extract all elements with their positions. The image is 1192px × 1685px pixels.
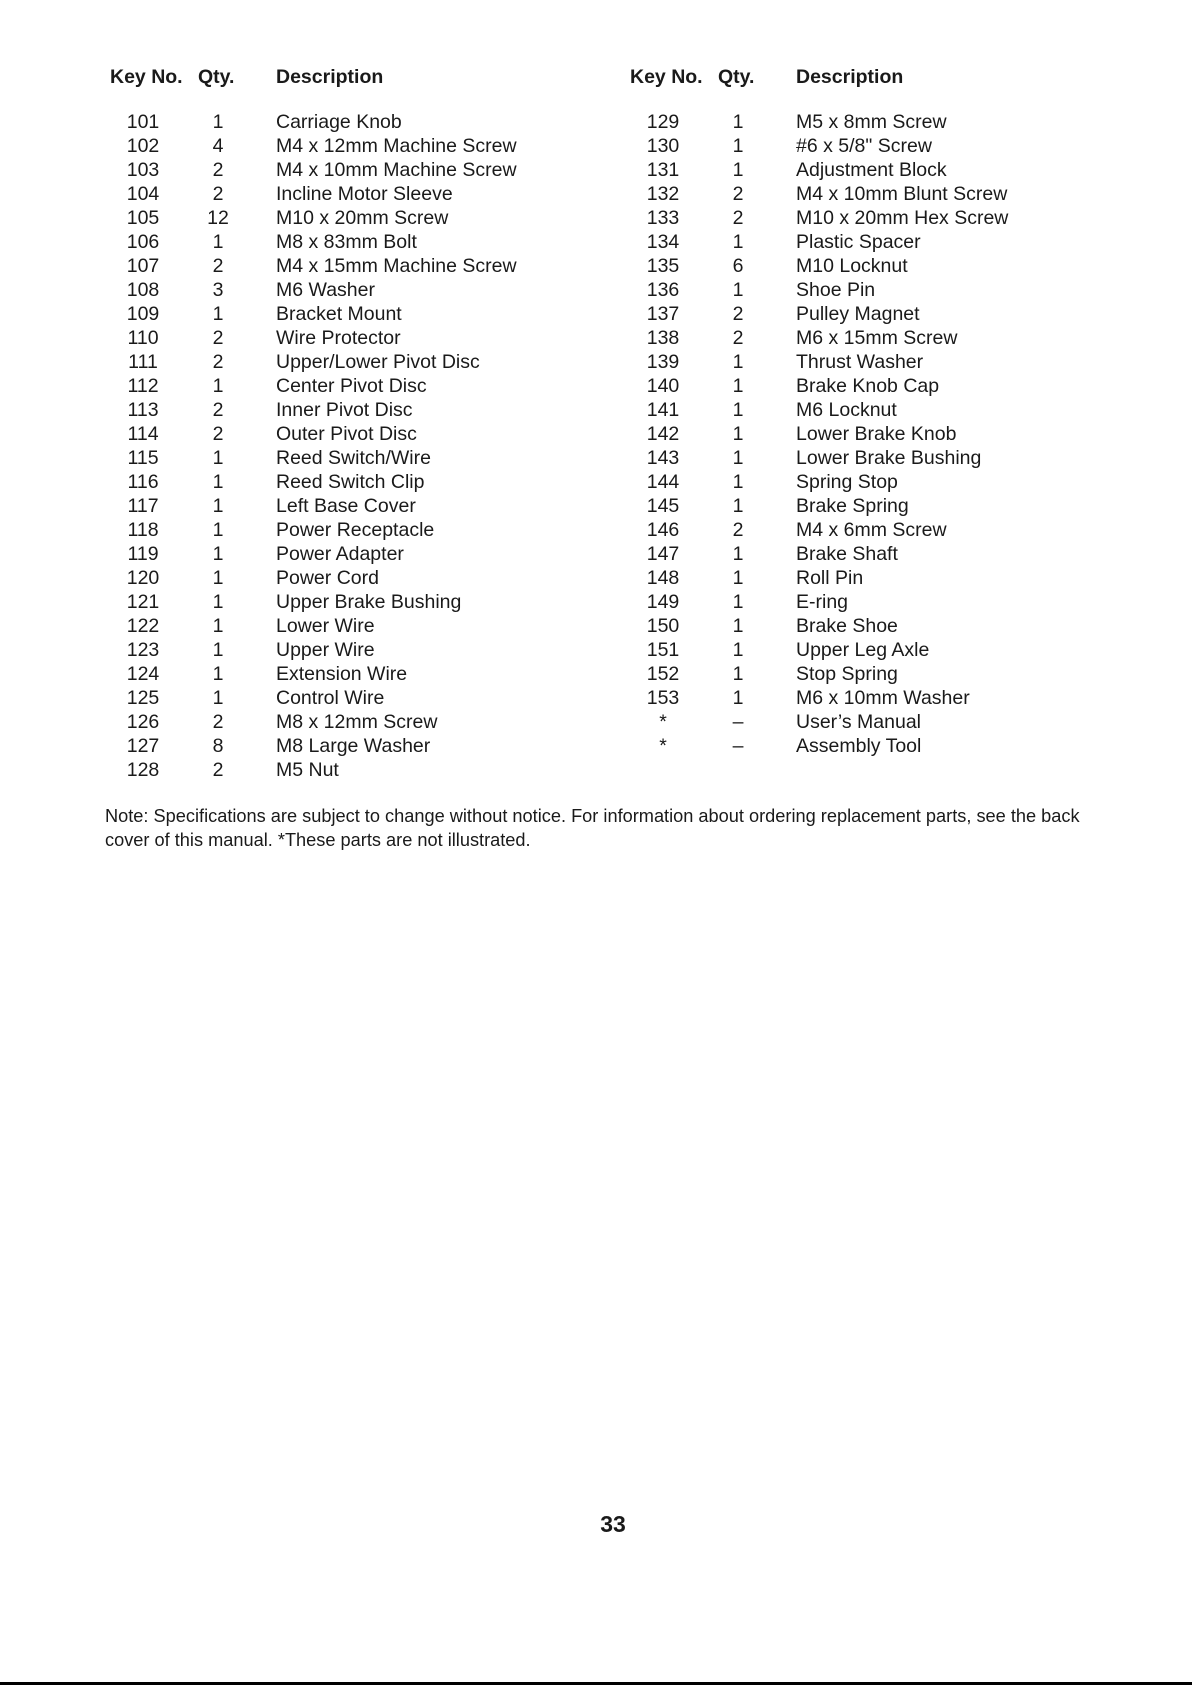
- part-description: M6 x 10mm Washer: [796, 687, 970, 709]
- table-row: [628, 710, 1148, 734]
- header-qty: Qty.: [198, 66, 235, 88]
- table-row: [108, 326, 628, 350]
- part-quantity: 8: [212, 735, 224, 757]
- part-key-number: 106: [126, 231, 160, 253]
- table-row: [628, 542, 1148, 566]
- part-description: Upper Brake Bushing: [276, 591, 462, 613]
- page-number: 33: [600, 1511, 626, 1537]
- part-description: M4 x 15mm Machine Screw: [276, 255, 517, 277]
- table-row: [108, 614, 628, 638]
- parts-table-right: [628, 66, 1148, 757]
- parts-table-left: [108, 66, 628, 781]
- part-key-number: 127: [126, 735, 160, 757]
- part-key-number: 135: [646, 255, 680, 277]
- part-key-number: 125: [126, 687, 160, 709]
- part-quantity: 2: [212, 327, 224, 349]
- part-quantity: 1: [212, 591, 224, 613]
- table-row: [628, 206, 1148, 230]
- table-row: [628, 350, 1148, 374]
- table-row: [628, 134, 1148, 158]
- part-description: Brake Knob Cap: [796, 375, 940, 397]
- part-quantity: 1: [212, 303, 224, 325]
- header-qty: Qty.: [718, 66, 755, 88]
- part-quantity: 1: [732, 351, 744, 373]
- table-row: [108, 374, 628, 398]
- table-row: [108, 542, 628, 566]
- part-description: Power Adapter: [276, 543, 404, 565]
- part-key-number: 146: [646, 519, 680, 541]
- header-key-no: Key No.: [110, 66, 183, 88]
- part-description: Inner Pivot Disc: [276, 399, 413, 421]
- table-row: [108, 206, 628, 230]
- table-row: [628, 302, 1148, 326]
- part-key-number: 128: [126, 759, 160, 781]
- table-row: [108, 446, 628, 470]
- part-description: Upper/Lower Pivot Disc: [276, 351, 480, 373]
- part-description: Stop Spring: [796, 663, 898, 685]
- header-key-no: Key No.: [630, 66, 703, 88]
- part-quantity: 2: [212, 759, 224, 781]
- table-row: [628, 470, 1148, 494]
- part-description: M5 Nut: [276, 759, 339, 781]
- part-description: M4 x 10mm Machine Screw: [276, 159, 517, 181]
- part-quantity: 2: [212, 351, 224, 373]
- part-description: Lower Brake Knob: [796, 423, 957, 445]
- part-description: Left Base Cover: [276, 495, 416, 517]
- part-description: Lower Brake Bushing: [796, 447, 982, 469]
- part-key-number: 109: [126, 303, 160, 325]
- part-key-number: 110: [127, 327, 159, 349]
- part-key-number: 137: [646, 303, 680, 325]
- part-key-number: 132: [646, 183, 680, 205]
- part-key-number: 121: [126, 591, 160, 613]
- part-quantity: –: [732, 735, 744, 757]
- part-quantity: 1: [212, 543, 224, 565]
- part-description: Roll Pin: [796, 567, 864, 589]
- table-row: [108, 686, 628, 710]
- part-description: M6 x 15mm Screw: [796, 327, 958, 349]
- table-header: [628, 66, 1148, 96]
- part-quantity: 1: [212, 639, 224, 661]
- part-quantity: 3: [212, 279, 224, 301]
- part-key-number: 122: [126, 615, 160, 637]
- part-key-number: 118: [127, 519, 159, 541]
- part-description: Thrust Washer: [796, 351, 924, 373]
- table-row: [628, 590, 1148, 614]
- table-row: [628, 398, 1148, 422]
- part-quantity: 1: [732, 135, 744, 157]
- part-description: Plastic Spacer: [796, 231, 921, 253]
- table-row: [108, 518, 628, 542]
- part-quantity: 2: [212, 255, 224, 277]
- table-row: [628, 734, 1148, 758]
- table-row: [628, 422, 1148, 446]
- part-quantity: 1: [212, 231, 224, 253]
- parts-list-left: [108, 110, 628, 782]
- part-key-number: 149: [646, 591, 680, 613]
- table-row: [628, 110, 1148, 134]
- part-quantity: 2: [212, 711, 224, 733]
- table-row: [108, 566, 628, 590]
- part-quantity: 1: [732, 111, 744, 133]
- part-description: Shoe Pin: [796, 279, 876, 301]
- part-key-number: 130: [646, 135, 680, 157]
- part-key-number: 151: [646, 639, 680, 661]
- part-description: M4 x 10mm Blunt Screw: [796, 183, 1008, 205]
- table-row: [108, 302, 628, 326]
- part-description: Extension Wire: [276, 663, 408, 685]
- part-quantity: 1: [212, 567, 224, 589]
- part-quantity: 12: [207, 207, 229, 229]
- table-row: [628, 230, 1148, 254]
- part-key-number: *: [659, 735, 667, 757]
- part-description: M10 x 20mm Screw: [276, 207, 449, 229]
- part-quantity: 1: [212, 615, 224, 637]
- part-description: User’s Manual: [796, 711, 921, 733]
- part-key-number: 124: [126, 663, 160, 685]
- part-key-number: 117: [127, 495, 159, 517]
- table-row: [108, 110, 628, 134]
- header-description: Description: [276, 66, 384, 88]
- part-description: Reed Switch/Wire: [276, 447, 431, 469]
- header-description: Description: [796, 66, 904, 88]
- table-row: [628, 638, 1148, 662]
- part-description: Pulley Magnet: [796, 303, 920, 325]
- part-key-number: 120: [126, 567, 160, 589]
- part-quantity: 1: [212, 495, 224, 517]
- part-description: Brake Shaft: [796, 543, 898, 565]
- part-quantity: 2: [212, 423, 224, 445]
- part-quantity: 6: [732, 255, 744, 277]
- part-quantity: 1: [732, 591, 744, 613]
- part-quantity: 1: [732, 423, 744, 445]
- part-description: Brake Spring: [796, 495, 909, 517]
- part-key-number: 131: [646, 159, 680, 181]
- part-description: Center Pivot Disc: [276, 375, 427, 397]
- part-quantity: 1: [732, 399, 744, 421]
- part-key-number: 126: [126, 711, 160, 733]
- part-quantity: 1: [212, 471, 224, 493]
- table-row: [108, 230, 628, 254]
- part-description: M4 x 6mm Screw: [796, 519, 947, 541]
- part-description: Brake Shoe: [796, 615, 898, 637]
- part-key-number: 115: [127, 447, 159, 469]
- part-description: Spring Stop: [796, 471, 898, 493]
- part-key-number: 133: [646, 207, 680, 229]
- part-key-number: 134: [646, 231, 680, 253]
- part-key-number: 105: [126, 207, 160, 229]
- table-row: [108, 398, 628, 422]
- part-quantity: 2: [732, 327, 744, 349]
- part-description: M10 Locknut: [796, 255, 908, 277]
- part-key-number: 101: [126, 111, 160, 133]
- part-key-number: 153: [646, 687, 680, 709]
- part-quantity: 1: [732, 159, 744, 181]
- part-key-number: 138: [646, 327, 680, 349]
- part-description: Carriage Knob: [276, 111, 402, 133]
- part-quantity: 2: [732, 303, 744, 325]
- part-description: M5 x 8mm Screw: [796, 111, 947, 133]
- table-row: [108, 638, 628, 662]
- part-key-number: 147: [646, 543, 680, 565]
- part-quantity: 1: [732, 615, 744, 637]
- table-row: [628, 662, 1148, 686]
- part-description: M6 Locknut: [796, 399, 897, 421]
- table-row: [108, 350, 628, 374]
- part-key-number: 148: [646, 567, 680, 589]
- part-quantity: 1: [732, 687, 744, 709]
- table-row: [108, 182, 628, 206]
- table-row: [108, 134, 628, 158]
- part-quantity: 4: [212, 135, 224, 157]
- part-key-number: 102: [126, 135, 160, 157]
- part-quantity: –: [732, 711, 744, 733]
- part-key-number: 112: [127, 375, 159, 397]
- part-key-number: 141: [646, 399, 680, 421]
- part-description: Reed Switch Clip: [276, 471, 425, 493]
- part-key-number: 119: [127, 543, 159, 565]
- part-description: Power Receptacle: [276, 519, 435, 541]
- part-key-number: 111: [128, 351, 158, 373]
- table-row: [628, 494, 1148, 518]
- table-row: [108, 590, 628, 614]
- part-quantity: 1: [212, 519, 224, 541]
- table-row: [628, 374, 1148, 398]
- part-description: Bracket Mount: [276, 303, 402, 325]
- table-row: [108, 758, 628, 782]
- part-description: Lower Wire: [276, 615, 375, 637]
- part-description: Assembly Tool: [796, 735, 922, 757]
- part-quantity: 2: [212, 399, 224, 421]
- table-row: [108, 470, 628, 494]
- part-key-number: 129: [646, 111, 680, 133]
- part-description: Control Wire: [276, 687, 385, 709]
- part-key-number: 108: [126, 279, 160, 301]
- table-row: [628, 182, 1148, 206]
- part-quantity: 1: [732, 639, 744, 661]
- table-row: [628, 254, 1148, 278]
- part-key-number: 113: [127, 399, 159, 421]
- part-key-number: 150: [646, 615, 680, 637]
- part-quantity: 1: [212, 687, 224, 709]
- part-key-number: 145: [646, 495, 680, 517]
- part-key-number: *: [659, 711, 667, 733]
- table-row: [628, 614, 1148, 638]
- table-row: [628, 566, 1148, 590]
- part-key-number: 140: [646, 375, 680, 397]
- table-row: [628, 158, 1148, 182]
- part-quantity: 1: [732, 231, 744, 253]
- part-quantity: 1: [732, 471, 744, 493]
- part-description: M6 Washer: [276, 279, 375, 301]
- part-quantity: 1: [732, 375, 744, 397]
- table-row: [108, 158, 628, 182]
- part-key-number: 107: [126, 255, 160, 277]
- part-quantity: 1: [212, 447, 224, 469]
- part-quantity: 2: [732, 519, 744, 541]
- part-quantity: 1: [212, 111, 224, 133]
- part-quantity: 1: [212, 375, 224, 397]
- part-key-number: 116: [127, 471, 159, 493]
- table-row: [108, 710, 628, 734]
- part-description: Adjustment Block: [796, 159, 947, 181]
- part-description: Power Cord: [276, 567, 379, 589]
- part-key-number: 142: [646, 423, 680, 445]
- parts-list-right: [628, 110, 1148, 758]
- table-row: [108, 278, 628, 302]
- part-key-number: 136: [646, 279, 680, 301]
- part-quantity: 1: [732, 663, 744, 685]
- table-row: [108, 422, 628, 446]
- table-row: [628, 518, 1148, 542]
- table-row: [628, 446, 1148, 470]
- table-row: [628, 326, 1148, 350]
- part-quantity: 1: [732, 543, 744, 565]
- part-key-number: 143: [646, 447, 680, 469]
- part-description: #6 x 5/8" Screw: [796, 135, 932, 157]
- part-description: Wire Protector: [276, 327, 401, 349]
- part-quantity: 1: [732, 495, 744, 517]
- table-row: [628, 686, 1148, 710]
- part-description: M8 x 12mm Screw: [276, 711, 438, 733]
- part-quantity: 2: [732, 207, 744, 229]
- part-key-number: 114: [127, 423, 159, 445]
- table-row: [108, 254, 628, 278]
- part-quantity: 2: [212, 183, 224, 205]
- part-description: M8 Large Washer: [276, 735, 431, 757]
- part-key-number: 123: [126, 639, 160, 661]
- note-text: Note: Specifications are subject to change without notice. For information about ordering replacement parts, see the back cover of this manual. *These parts are not illustrated.: [105, 806, 1080, 850]
- part-description: M4 x 12mm Machine Screw: [276, 135, 517, 157]
- table-row: [108, 734, 628, 758]
- part-quantity: 1: [212, 663, 224, 685]
- part-key-number: 144: [646, 471, 680, 493]
- part-quantity: 1: [732, 567, 744, 589]
- part-key-number: 103: [126, 159, 160, 181]
- table-row: [108, 662, 628, 686]
- part-key-number: 104: [126, 183, 160, 205]
- table-row: [628, 278, 1148, 302]
- part-quantity: 1: [732, 279, 744, 301]
- part-quantity: 2: [732, 183, 744, 205]
- part-description: Outer Pivot Disc: [276, 423, 417, 445]
- part-quantity: 2: [212, 159, 224, 181]
- part-description: E-ring: [796, 591, 849, 613]
- table-row: [108, 494, 628, 518]
- part-description: Upper Leg Axle: [796, 639, 930, 661]
- part-description: Upper Wire: [276, 639, 375, 661]
- part-description: M8 x 83mm Bolt: [276, 231, 417, 253]
- table-header: [108, 66, 628, 96]
- part-key-number: 139: [646, 351, 680, 373]
- part-description: M10 x 20mm Hex Screw: [796, 207, 1009, 229]
- part-key-number: 152: [646, 663, 680, 685]
- part-description: Incline Motor Sleeve: [276, 183, 453, 205]
- part-quantity: 1: [732, 447, 744, 469]
